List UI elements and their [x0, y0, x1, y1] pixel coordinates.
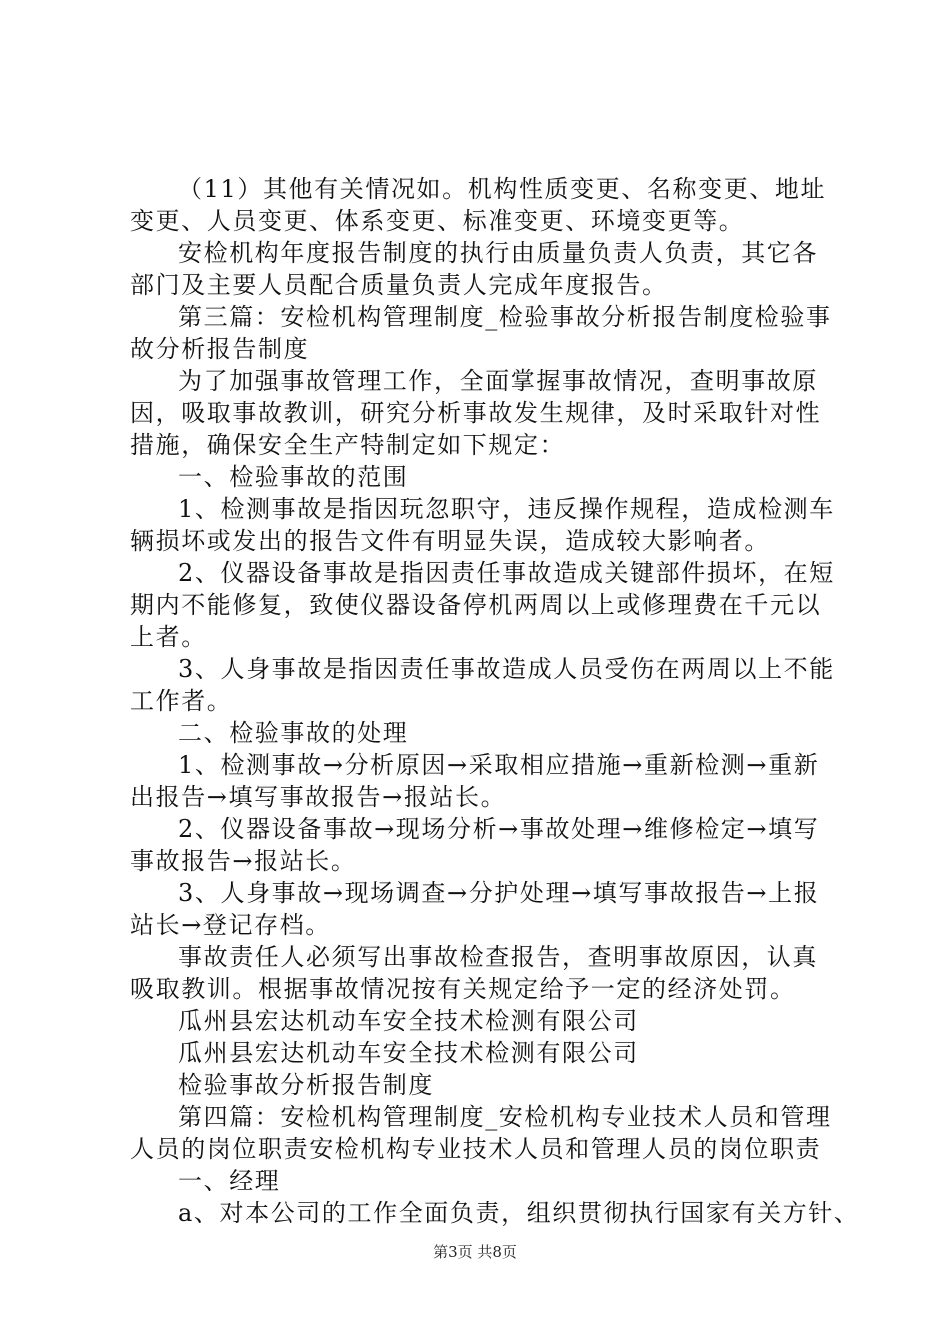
text-line: 为了加强事故管理工作，全面掌握事故情况，查明事故原 [178, 367, 818, 395]
text-line: 1、检测事故→分析原因→采取相应措施→重新检测→重新 [178, 751, 820, 779]
text-line: 期内不能修复，致使仪器设备停机两周以上或修理费在千元以 [130, 591, 822, 619]
text-line: 人员的岗位职责安检机构专业技术人员和管理人员的岗位职责 [130, 1135, 822, 1163]
text-line: 事故责任人必须写出事故检查报告，查明事故原因，认真 [178, 943, 818, 971]
page-number: 第3页 共8页 [433, 1243, 517, 1261]
text-line: 故分析报告制度 [130, 335, 310, 363]
text-line: 措施，确保安全生产特制定如下规定： [130, 431, 566, 459]
text-line: a、对本公司的工作全面负责，组织贯彻执行国家有关方针、 [178, 1199, 860, 1227]
text-line: 辆损坏或发出的报告文件有明显失误，造成较大影响者。 [130, 527, 770, 555]
text-line: 站长→登记存档。 [130, 911, 331, 939]
text-line: 一、检验事故的范围 [178, 463, 409, 491]
text-line: 出报告→填写事故报告→报站长。 [130, 783, 507, 811]
text-line: 2、仪器设备事故是指因责任事故造成关键部件损坏，在短 [178, 559, 835, 587]
text-line: 部门及主要人员配合质量负责人完成年度报告。 [130, 271, 668, 299]
text-line: 事故报告→报站长。 [130, 847, 357, 875]
text-line: （11）其他有关情况如。机构性质变更、名称变更、地址 [178, 175, 827, 203]
text-line: 变更、人员变更、体系变更、标准变更、环境变更等。 [130, 207, 745, 235]
document-body [130, 173, 860, 1229]
text-line: 因，吸取事故教训，研究分析事故发生规律，及时采取针对性 [130, 399, 822, 427]
text-line: 一、经理 [178, 1167, 281, 1195]
text-line: 1、检测事故是指因玩忽职守，违反操作规程，造成检测车 [178, 495, 835, 523]
text-line: 上者。 [130, 623, 207, 651]
text-line: 检验事故分析报告制度 [178, 1071, 434, 1099]
text-line: 2、仪器设备事故→现场分析→事故处理→维修检定→填写 [178, 815, 820, 843]
text-line: 二、检验事故的处理 [178, 719, 409, 747]
text-line: 第三篇：安检机构管理制度_检验事故分析报告制度检验事 [178, 303, 832, 331]
text-line: 3、人身事故→现场调查→分护处理→填写事故报告→上报 [178, 879, 820, 907]
text-line: 瓜州县宏达机动车安全技术检测有限公司 [178, 1007, 639, 1035]
text-line: 吸取教训。根据事故情况按有关规定给予一定的经济处罚。 [130, 975, 796, 1003]
text-line: 3、人身事故是指因责任事故造成人员受伤在两周以上不能 [178, 655, 835, 683]
text-line: 安检机构年度报告制度的执行由质量负责人负责，其它各 [178, 239, 818, 267]
text-line: 工作者。 [130, 687, 233, 715]
text-line: 第四篇：安检机构管理制度_安检机构专业技术人员和管理 [178, 1103, 832, 1131]
text-line: 瓜州县宏达机动车安全技术检测有限公司 [178, 1039, 639, 1067]
